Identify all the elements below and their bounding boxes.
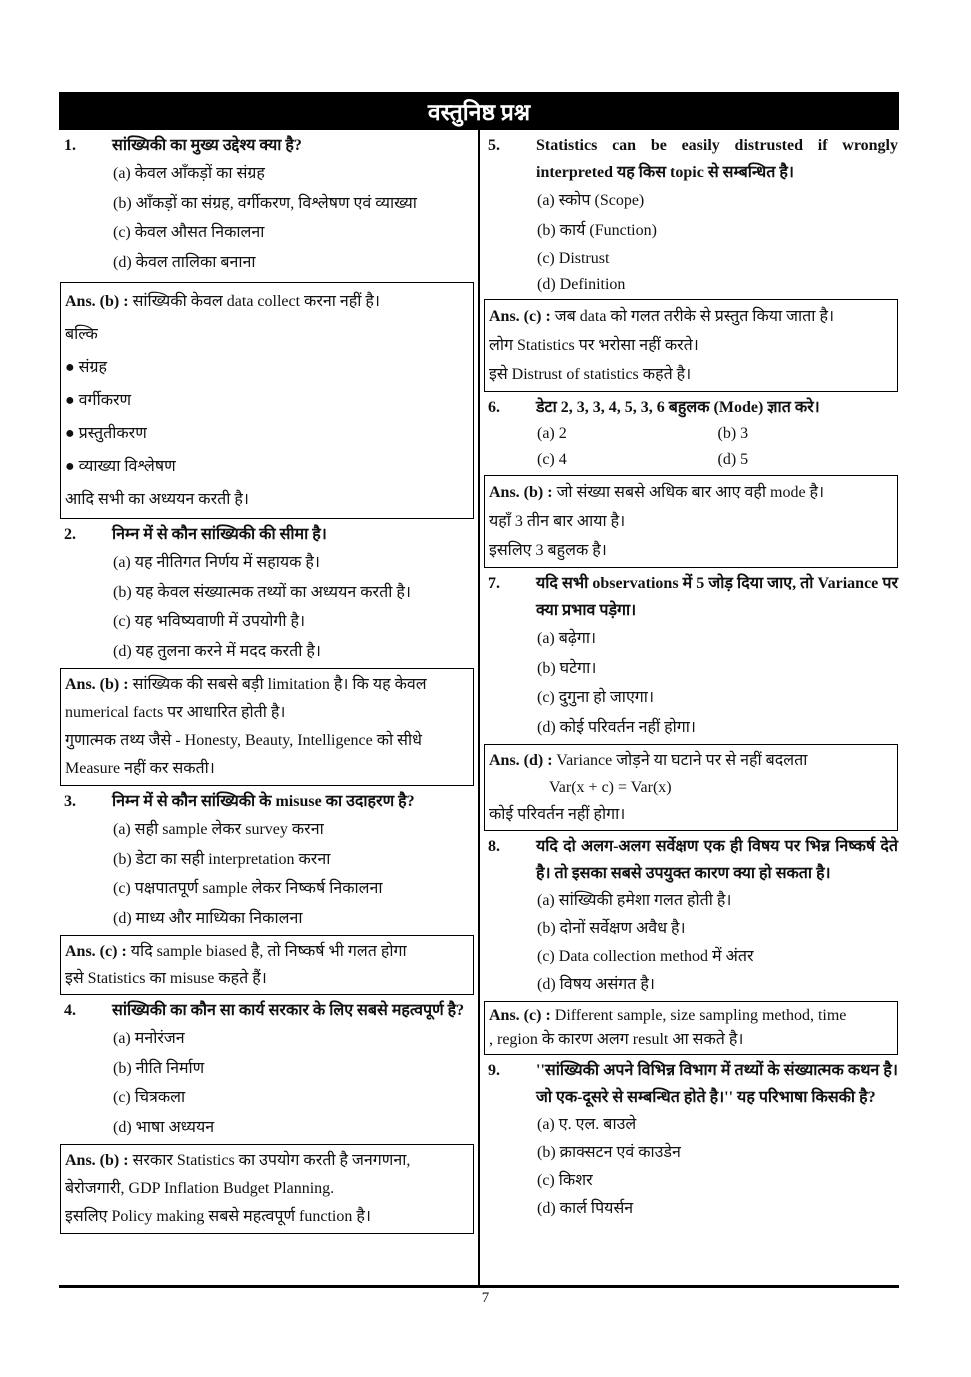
question-8: [484, 833, 898, 999]
question-number: 4.: [64, 1002, 76, 1019]
answer-label: Ans. (b) :: [65, 1152, 129, 1169]
question-number: 7.: [488, 575, 500, 592]
answer-box-2: [60, 668, 474, 786]
option-c: (c) Data collection method में अंतर: [537, 948, 754, 965]
answer-label: Ans. (b) :: [489, 484, 553, 501]
answer-line: इसलिए 3 बहुलक है।: [489, 542, 607, 559]
column-divider: [478, 130, 480, 1288]
option-a: (a) 2: [537, 425, 567, 442]
option-c: (c) दुगुना हो जाएगा।: [537, 689, 655, 706]
option-c: (c) Distrust: [537, 250, 610, 267]
answer-line: इसे Distrust of statistics कहते है।: [489, 366, 692, 383]
section-title-bar: [59, 92, 899, 130]
answer-box-8: [484, 1001, 898, 1055]
option-b: (b) नीति निर्माण: [113, 1059, 205, 1077]
question-1: [60, 132, 474, 280]
option-b: (b) दोनों सर्वेक्षण अवैध है।: [537, 920, 686, 937]
answer-line: लोग Statistics पर भरोसा नहीं करते।: [489, 337, 699, 354]
question-3: [60, 788, 474, 933]
bottom-rule: [59, 1285, 899, 1288]
answer-line: जब data को गलत तरीके से प्रस्तुत किया जाता है।: [554, 308, 835, 325]
right-column: [484, 132, 898, 1223]
answer-box-4: [60, 1144, 474, 1234]
question-number: 9.: [488, 1062, 500, 1079]
answer-line: सरकार Statistics का उपयोग करती है जनगणना,: [132, 1152, 411, 1169]
answer-line: Variance जोड़ने या घटाने पर से नहीं बदलता: [556, 752, 808, 769]
option-d: (d) 5: [717, 451, 749, 468]
answer-line: , region के कारण अलग result आ सकते है।: [489, 1031, 744, 1048]
answer-line: यदि sample biased है, तो निष्कर्ष भी गलत होगा: [130, 943, 407, 960]
answer-label: Ans. (c) :: [489, 1007, 551, 1024]
option-b: (b) यह केवल संख्यात्मक तथ्यों का अध्ययन करती है।: [113, 583, 411, 601]
answer-box-1: [60, 282, 474, 519]
answer-line: Measure नहीं कर सकती।: [65, 760, 215, 777]
option-a: (a) यह नीतिगत निर्णय में सहायक है।: [113, 554, 320, 571]
answer-label: Ans. (c) :: [489, 308, 551, 325]
answer-box-7: [484, 744, 898, 831]
answer-line: बेरोजगारी, GDP Inflation Budget Planning.: [65, 1180, 335, 1197]
option-a: (a) मनोरंजन: [113, 1030, 185, 1047]
answer-line: सांख्यिक की सबसे बड़ी limitation है। कि यह केवल: [132, 676, 427, 693]
option-a: (a) स्कोप (Scope): [537, 192, 645, 209]
question-number: 8.: [488, 838, 500, 855]
answer-line: ● वर्गीकरण: [65, 392, 132, 409]
question-number: 5.: [488, 137, 500, 154]
answer-line: कोई परिवर्तन नहीं होगा।: [489, 806, 626, 823]
option-d: (d) Definition: [537, 276, 626, 293]
answer-line: ● प्रस्तुतीकरण: [65, 425, 147, 442]
question-9: [484, 1057, 898, 1223]
option-b: (b) डेटा का सही interpretation करना: [113, 850, 331, 868]
option-b: (b) कार्य (Function): [537, 221, 657, 239]
answer-line: Different sample, size sampling method, time: [554, 1007, 847, 1024]
option-a: (a) सांख्यिकी हमेशा गलत होती है।: [537, 892, 732, 909]
option-c: (c) 4: [537, 451, 567, 468]
answer-line: जो संख्या सबसे अधिक बार आए वही mode है।: [556, 484, 825, 501]
option-d: (d) यह तुलना करने में मदद करती है।: [113, 642, 321, 660]
answer-line: सांख्यिकी केवल data collect करना नहीं है।: [132, 293, 380, 310]
answer-line: यहाँ 3 तीन बार आया है।: [489, 513, 626, 530]
left-column: [60, 132, 474, 1236]
option-a: (a) बढ़ेगा।: [537, 630, 597, 647]
option-c: (c) पक्षपातपूर्ण sample लेकर निष्कर्ष निकालना: [113, 880, 383, 897]
answer-line: ● संग्रह: [65, 359, 108, 376]
answer-label: Ans. (d) :: [489, 752, 553, 769]
answer-line: numerical facts पर आधारित होती है।: [65, 704, 286, 721]
option-c: (c) यह भविष्यवाणी में उपयोगी है।: [113, 613, 306, 630]
question-text: निम्न में से कौन सांख्यिकी की सीमा है।: [112, 526, 327, 543]
answer-box-3: [60, 935, 474, 995]
option-d: (d) कार्ल पियर्सन: [537, 1200, 634, 1217]
option-d: (d) माध्य और माध्यिका निकालना: [113, 909, 303, 927]
answer-line: गुणात्मक तथ्य जैसे - Honesty, Beauty, Intelligence को सीधे: [65, 732, 422, 749]
answer-line: बल्कि: [65, 326, 98, 343]
question-number: 6.: [488, 399, 500, 416]
option-a: (a) केवल आँकड़ों का संग्रह: [113, 165, 265, 182]
question-number: 3.: [64, 793, 76, 810]
question-text: सांख्यिकी का मुख्य उद्देश्य क्या है?: [112, 137, 302, 154]
question-4: [60, 997, 474, 1142]
question-6: [484, 394, 898, 473]
question-text: डेटा 2, 3, 3, 4, 5, 3, 6 बहुलक (Mode) ज्ञात करे।: [536, 399, 820, 416]
question-2: [60, 521, 474, 666]
option-c: (c) चित्रकला: [113, 1089, 186, 1106]
answer-box-5: [484, 299, 898, 392]
answer-label: Ans. (b) :: [65, 293, 129, 310]
answer-label: Ans. (c) :: [65, 943, 127, 960]
option-d: (d) कोई परिवर्तन नहीं होगा।: [537, 718, 696, 736]
question-text: सांख्यिकी का कौन सा कार्य सरकार के लिए सबसे महत्वपूर्ण है?: [112, 1002, 465, 1019]
question-number: 2.: [64, 526, 76, 543]
page-number: 7: [481, 1290, 490, 1306]
question-7: [484, 570, 898, 742]
answer-box-6: [484, 475, 898, 568]
option-c: (c) केवल औसत निकालना: [113, 224, 265, 241]
option-a: (a) सही sample लेकर survey करना: [113, 821, 324, 838]
option-a: (a) ए. एल. बाउले: [537, 1116, 637, 1133]
answer-label: Ans. (b) :: [65, 676, 129, 693]
answer-line: आदि सभी का अध्ययन करती है।: [65, 491, 249, 508]
question-text: यदि दो अलग-अलग सर्वेक्षण एक ही विषय पर भिन्न निष्कर्ष देते है। तो इसका सबसे उपयुक्त कारण क्या हो सकता है।: [536, 838, 898, 882]
option-d: (d) केवल तालिका बनाना: [113, 253, 256, 271]
options-grid: [484, 421, 898, 473]
option-b: (b) आँकड़ों का संग्रह, वर्गीकरण, विश्लेषण एवं व्याख्या: [113, 194, 417, 212]
section-title: वस्तुनिष्ठ प्रश्न: [427, 100, 531, 125]
question-text: यदि सभी observations में 5 जोड़ दिया जाए, तो Variance पर क्या प्रभाव पड़ेगा।: [536, 575, 898, 619]
answer-line: इसलिए Policy making सबसे महत्वपूर्ण function है।: [65, 1208, 371, 1225]
option-b: (b) 3: [717, 425, 749, 442]
answer-line: इसे Statistics का misuse कहते हैं।: [65, 970, 267, 987]
question-text: निम्न में से कौन सांख्यिकी के misuse का उदाहरण है?: [112, 793, 415, 810]
option-d: (d) विषय असंगत है।: [537, 976, 655, 993]
option-b: (b) क्राक्सटन एवं काउडेन: [537, 1144, 681, 1161]
formula: Var(x + c) = Var(x): [549, 779, 672, 796]
answer-line: ● व्याख्या विश्लेषण: [65, 458, 176, 475]
option-b: (b) घटेगा।: [537, 659, 597, 677]
question-text: Statistics can be easily distrusted if wrongly interpreted यह किस topic से सम्बन्धित है।: [536, 137, 898, 181]
option-c: (c) किशर: [537, 1172, 593, 1189]
question-number: 1.: [64, 137, 76, 154]
question-5: [484, 132, 898, 297]
question-text: ''सांख्यिकी अपने विभिन्न विभाग में तथ्यों के संख्यात्मक कथन है। जो एक-दूसरे से सम्बन्धित होते है।'' यह परिभाषा किसकी है?: [536, 1062, 898, 1106]
option-d: (d) भाषा अध्ययन: [113, 1118, 215, 1136]
